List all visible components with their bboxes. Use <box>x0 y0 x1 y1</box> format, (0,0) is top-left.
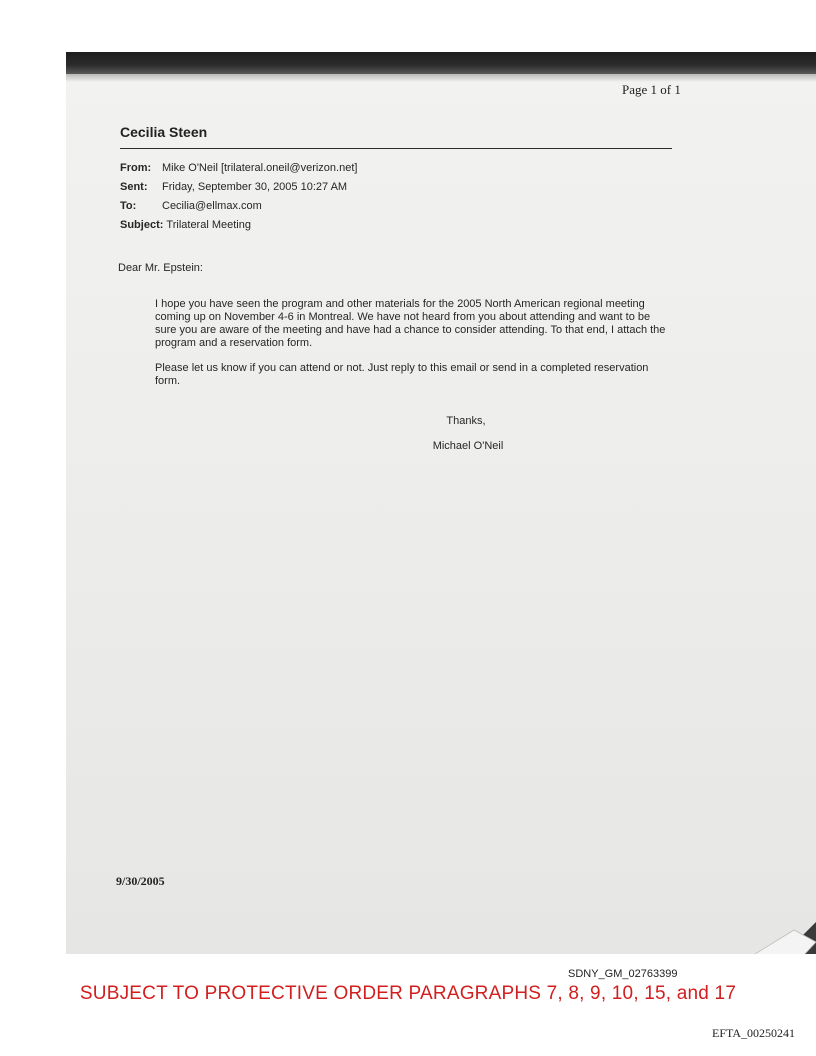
header-label: To: <box>120 199 137 212</box>
header-to <box>120 196 357 215</box>
header-value: Friday, September 30, 2005 10:27 AM <box>162 180 348 193</box>
efta-identifier: EFTA_00250241 <box>712 1026 796 1040</box>
header-value: Trilateral Meeting <box>166 218 251 231</box>
scanned-email-page <box>66 52 816 954</box>
signature: Michael O'Neil <box>432 440 504 452</box>
header-value: Cecilia@ellmax.com <box>162 199 262 212</box>
email-headers <box>120 158 357 234</box>
paragraph-text: I hope you have seen the program and other materials for the 2005 North American regional meeting coming up on November 4-6 in Montreal. We have not heard from you about attending and want to be sure you are aware of the meeting and have had a chance to consider attending. To that end, I attach the program and a reservation form. <box>155 298 666 349</box>
mailbox-owner-name: Cecilia Steen <box>120 124 208 140</box>
header-from <box>120 158 357 177</box>
page-indicator: Page 1 of 1 <box>622 82 681 97</box>
scan-top-edge <box>66 52 816 74</box>
header-label: From: <box>120 161 152 174</box>
footer-date: 9/30/2005 <box>116 874 165 888</box>
page-curl-corner <box>732 922 816 954</box>
protective-order-banner: SUBJECT TO PROTECTIVE ORDER PARAGRAPHS 7, 8, 9, 10, 15, and 17 <box>79 983 737 1004</box>
body-paragraph <box>118 362 673 388</box>
header-value: Mike O'Neil [trilateral.oneil@verizon.net] <box>162 161 358 174</box>
header-label: Subject: <box>120 218 164 231</box>
bates-number: SDNY_GM_02763399 <box>568 968 678 980</box>
body-paragraph <box>118 298 673 350</box>
header-sent <box>120 177 357 196</box>
closing: Thanks, <box>446 415 486 427</box>
salutation: Dear Mr. Epstein: <box>118 262 203 274</box>
header-label: Sent: <box>120 180 148 193</box>
paragraph-text: Please let us know if you can attend or not. Just reply to this email or send in a completed reservation form. <box>155 362 649 387</box>
header-subject <box>120 215 357 234</box>
header-divider <box>120 148 672 149</box>
